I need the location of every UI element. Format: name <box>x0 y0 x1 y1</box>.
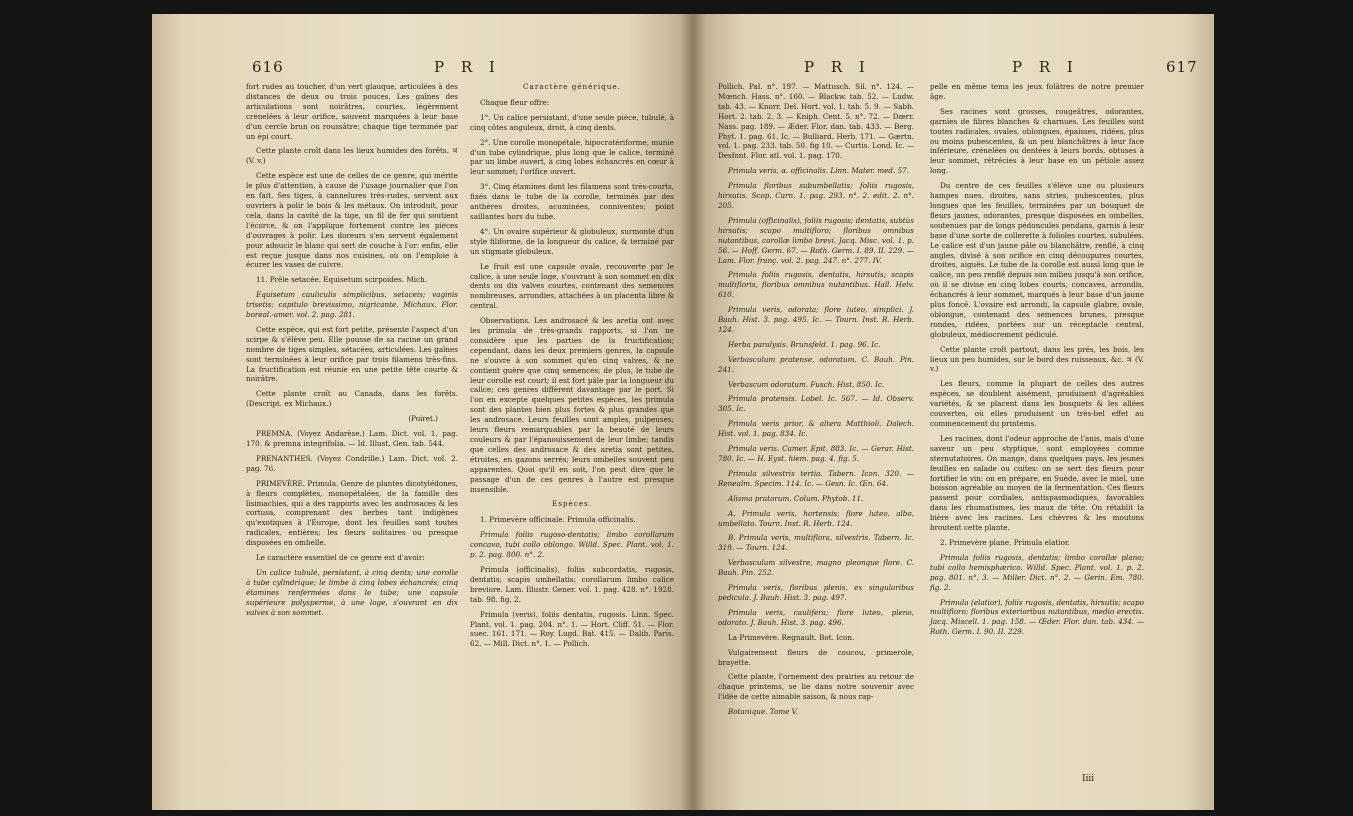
paragraph: Cette plante croît au Canada, dans les forêts. (Descript. ex Michaux.) <box>246 389 458 409</box>
section-heading: Caractère générique. <box>523 82 621 91</box>
paragraph: Primula (veris), foliis dentatis, rugosis. Linn. Spec. Plant. vol. 1. pag. 204. n°. 1. — Hort. Cliff. 51. — Flor. suec. 161. 171. — Roy. Lugd. Bat. 415. — Dalib. Paris. 62. — Mill. Dict. n°. 1. — Pollich. <box>470 609 674 649</box>
paragraph: Vulgairement fleurs de coucou, primerole, brayette. <box>718 647 914 667</box>
footer-volume: Botanique. Tome V. <box>728 707 798 717</box>
citation: Primula veris, floribus plenis, ex singularibus pedicula. J. Bauh. Hist. 3. pag. 497. <box>718 583 914 602</box>
running-head-left: P R I <box>434 58 501 76</box>
paragraph: Chaque fleur offre: <box>480 97 550 107</box>
paragraph: Observations. Les androsacé & les aretia ont avec les primula de très-grands rapports, si l'on ne considère que les parties de la fructification; cependant, dans les deux premiers genres, la capsule ne s'ouvre à son sommet qu'en cinq valves, & ne contient guère que cinq semences; de plus, le tube de leur corolle est court; il est fort pâle par la longueur du calice; ces genres diffèrent davantage par le port. Si l'on en excepte quelques petites espèces, les primula sont des plantes bien plus fortes & plus grandes que les androsace. Leurs feuilles sont amples, pulpeuses; leurs fleurs remarquables par la beauté de leurs couleurs & par l'épanouissement de leur limbe; tandis que celles des androsace & des aretia sont petites, étroites, en gazons serrés; leurs ombelles souvent peu apparentes. Quoi qu'il en soit, l'on peut dire que le passage d'un de ces genres à l'autre est presque insensible. <box>470 316 674 494</box>
paragraph: Cette plante croît dans les lieux humides des forêts. ♃ (V. v.) <box>246 146 458 166</box>
paragraph: Pollich. Pal. n°. 197. — Mattusch. Sil. n°. 124. — Mœnch. Hass. n°. 160. — Blackw. tab. 52. — Ludw. tab. 43. — Knorr. Del. Hort. vol. 1. tab. 5. 9. — Sabb. Hort. 2. tab. 2. 3. — Kniph. Cent. 5. n°. 72. — Dœrr. Nass. pag. 189. — Æder. Flor. dan. tab. 433. — Berg. Phyt. 1. pag. 61. Ic. — Bulliard. Herb. 171. — Gærtn. vol. 1. pag. 233. tab. 50. fig 10. — Curtis. Lond. Ic. — Desfont. Flor. atl. vol. 1. pag. 170. <box>718 82 914 161</box>
entry: PRIMEVÈRE. Primula. Genre de plantes dicotylédones, à fleurs complètes, monopétalées, de la famille des lisimachies, qui a des rapports avec les androsaces & les cortusa, comprenant des herbes tant indigènes qu'exotiques à l'Europe, dont les feuilles sont toutes radicales, entières; les fleurs solitaires ou presque disposées en ombelle. <box>246 478 458 548</box>
column-1 <box>246 82 458 623</box>
paragraph: Primula (officinalis), foliis subcordatis, rugosis, dentatis; scapis umbellatis; corollarum limbo calice breviore. Lam. Illustr. Gener. vol. 1. pag. 428. n°. 1928. tab. 98. fig. 2. <box>470 564 674 604</box>
citation: Primula veris, α. officinalis. Linn. Mater. med. 57. <box>728 166 909 176</box>
paragraph: Cette espèce, qui est fort petite, présente l'aspect d'un scirpe & s'élève peu. Elle pousse de sa racine un grand nombre de tiges simples, sétacées, articulées. Les gaînes sont terminées à leur orifice par trois filamens très-fins. La fructification est réunie en une petite tête courte & noirâtre. <box>246 324 458 384</box>
paragraph: La Primevère. Regnault. Bot. Icon. <box>728 632 855 642</box>
citation: Primula silvestris tertia. Tabern. Icon. 320. — Renealm. Specim. 114. Ic. — Gesn. Ic. Œn. 64. <box>718 468 914 488</box>
paragraph: Le caractère essentiel de ce genre est d'avoir: <box>256 553 425 563</box>
column-3 <box>718 82 914 722</box>
column-4 <box>930 82 1144 642</box>
paragraph: pelle en même tems les jeux folâtres de notre premier âge. <box>930 82 1144 101</box>
running-head-right-2: P R I <box>1012 58 1079 76</box>
citation: Alisma pratorum. Colum. Phytob. 11. <box>728 493 864 503</box>
column-2 <box>470 82 674 654</box>
citation: Primula veris, odorata; flore luteo, simplici. J. Bauh. Hist. 3. pag. 495. Ic. — Tourn. Inst. R. Herb. 124. <box>718 305 914 334</box>
citation: Primula veris. Camer. Epit. 883. Ic. — Gerar. Hist. 780. Ic. — H. Eyst. hiem. pag. 4. fig. 5. <box>718 444 914 463</box>
paragraph: Les racines, dont l'odeur approche de l'anis, mais d'une saveur un peu styptique, sont employées comme sternutatoires. On mange, dans quelques pays, les jeunes feuilles en salade ou cuites: on se sert des fleurs pour fortifier le vin: on en prépare, en Suède, avec le miel, une boisson agréable au moyen de la fermentation. Ces fleurs passent pour cordiales, antispasmodiques, favorables dans les rhumatismes, les maux de tête. On rétablit la bière avec les racines. Les chèvres & les moutons broutent cette plante. <box>930 433 1144 533</box>
citation: Primula pratensis. Lobel. Ic. 567. — Id. Observ. 305. Ic. <box>718 394 914 414</box>
citation: Primula floribus subumbellatis; foliis rugosis, hirsutis. Scop. Carn. 1. pag. 293. n°. 2. edit. 2. n°. 205. <box>718 181 914 210</box>
species-heading: 2. Primevère plane. Primula elatior. <box>940 537 1070 547</box>
variety: A. Primula veris, hortensis; flore luteo, albo, umbellato. Tourn. Inst. R. Herb. 124. <box>718 508 914 528</box>
signature-mark: Iiii <box>1082 774 1095 784</box>
species-heading: 1. Primevère officinale. Primula officinalis. <box>480 515 636 525</box>
paragraph: 1°. Un calice persistant, d'une seule pièce, tubulé, à cinq côtes anguleux, droit, à cinq dents. <box>470 112 674 132</box>
author-signature: (Poiret.) <box>408 414 438 424</box>
paragraph: 3°. Cinq étamines dont les filamens sont très-courts, fixés dans le tube de la corolle, terminés par des anthères droites, acuminées, conniventes; point saillantes hors du tube. <box>470 182 674 221</box>
citation: Primula veris, caulifera; flore luteo, pleno, odorato. J. Bauh. Hist. 3. pag. 496. <box>718 607 914 627</box>
citation: Verbasculum pratense, odoratum. C. Bauh. Pin. 241. <box>718 354 914 374</box>
page-number-right: 617 <box>1166 58 1198 76</box>
essential-character: Un calice tubulé, persistant, à cinq dents; une corolle à tube cylindrique; le limbe à cinq lobes échancrés; cinq étamines renfermées dans le tube; une capsule supérieure polysperme, à une loge, s'ouvrant en dix valves à son sommet. <box>246 567 458 617</box>
paragraph: fort rudes au toucher, d'un vert glauque, articulées à des distances de deux ou trois pouces. Les gaînes des articulations sont noirâtres, courtes, légèrement crénelées à leur orifice, souvent marquées à leur base d'un cercle brun ou roussâtre; chaque tige terminée par un épi court. <box>246 82 458 141</box>
latin-description: Equisetum cauliculis simplicibus, setaceis; vaginis trisetis; capitulo brevissimo, nigricante. Michaux. Flor. boreal.-amer. vol. 2. pag. 281. <box>246 290 458 320</box>
latin-description: Primula foliis rugoso-dentatis; limbo corollarum concavo, tubi collo oblongo. Willd. Spec. Plant. vol. 1. p. 2. pag. 800. n°. 2. <box>470 530 674 560</box>
citation: Primula (officinalis), foliis rugosis; dentatis, subtùs hirsutis; scapo multifloro; floribus omnibus nutantibus, corollæ limbo brevi. Jacq. Misc. vol. 1. p. 56. — Hoff. Germ. 67. — Roth. Germ. I. 89. II. 229. — Lam. Flor. franç. vol. 2. pag. 247. n°. 277. IV. <box>718 215 914 265</box>
latin-description: Primula foliis rugosis, dentatis; limbo corollæ plano; tubi collo hemisphærico. Willd. Spec. Plant. vol. 1. p. 2. pag. 801. n°. 3. — Miller. Dict. n°. 2. — Gerin. Em. 780. fig. 2. <box>930 552 1144 592</box>
paragraph: Du centre de ces feuilles s'élève une ou plusieurs hampes nues, droites, sans stries, pubescentes, plus longues que les feuilles, terminées par un bouquet de fleurs jaunes, odorantes, presque disposées en ombelles, soutenues par de longs pédoncules pendans, garnis à leur base d'une sorte de collerette à folioles courtes, subulées. Le calice est d'un jaune pâle ou blanchâtre, renflé, à cinq angles, divisé à son orifice en cinq découpures courtes, droites, aiguës. Le tube de la corolle est aussi long que le calice, un peu renflé depuis son milieu jusqu'à son orifice, où il se divise en cinq lobes courts, concaves, arrondis, échancrés à leur sommet, marqués à leur base d'un jaune plus foncé. L'ovaire est arrondi, la capsule glabre, ovale, oblongue, contenant des semences brunes, presque rondes, ridées, portées sur un réceptacle central, globuleux, médiocrement pédiculé. <box>930 181 1144 339</box>
paragraph: 2°. Une corolle monopétale, hipocratériforme, munie d'un tube cylindrique, plus long que le calice, terminé par un limbe ouvert, à cinq lobes échancrés en cœur à leur sommet; l'orifice ouvert. <box>470 137 674 177</box>
paragraph: Cette plante croît partout, dans les prés, les bois, les lieux un peu humides, sur le bord des ruisseaux, &c. ♃ (V. v.) <box>930 344 1144 374</box>
paragraph: Ses racines sont grosses, rougeâtres, odorantes, garnies de fibres blanches & charnues. Les feuilles sont toutes radicales, ovales, oblongues, épaisses, ridées, plus ou moins pubescentes, & un peu blanchâtres à leur face inférieure, crénelées ou dentées à leurs bords, obtuses à leur sommet, rétrécies à leur base en un pétiole assez long. <box>930 106 1144 176</box>
citation: Verbascum odoratum. Fusch. Hist. 850. Ic. <box>728 379 885 389</box>
paragraph: 4°. Un ovaire supérieur & globuleux, surmonté d'un style filiforme, de la longueur du calice, & terminé par un stigmate globuleux. <box>470 226 674 256</box>
paragraph: Les fleurs, comme la plupart de celles des autres espèces, se doublent aisément, produisent d'agréables variétés, & se placent dans les bosquets & les allées couvertes, où elles produisent un très-bel effet au commencement du printems. <box>930 379 1144 428</box>
variety: B. Primula veris, multiflora, silvestris. Tabern. Ic. 319. — Tourn. 124. <box>718 533 914 553</box>
citation: Primula foliis rugosis, dentatis, hirsutis; scapis multifloris, floribus omnibus nutantibus. Hall. Helv. 610. <box>718 270 914 300</box>
running-head-right-1: P R I <box>804 58 871 76</box>
paragraph: Le fruit est une capsule ovale, recouverte par le calice, à une seule loge, s'ouvrant à son sommet en dix dents ou dix valves courtes, contenant des semences nombreuses, arrondies, attachées à un placenta libre & central. <box>470 261 674 311</box>
open-book <box>152 14 1214 810</box>
section-heading: Espèces. <box>551 499 593 509</box>
species-heading: 11. Prêle setacée. Equisetum scirpoides. Mich. <box>256 275 428 285</box>
book-gutter <box>680 14 706 810</box>
page-number-left: 616 <box>252 58 284 76</box>
latin-description: Primula (elatior), foliis rugosis, dentatis, hirsutis; scapo multifloro; floribus exterioribus nutantibus, medio erectis. Jacq. Miscell. 1. pag. 158. — Œder. Flor. dan. tab. 434. — Roth. Germ. I. 90. II. 229. <box>930 597 1144 637</box>
entry: PRENANTHES. (Voyez Condrille.) Lam. Dict. vol. 2. pag. 76. <box>246 453 458 473</box>
citation: Primula veris prior, & altera Matthioli. Dalech. Hist. vol. 1. pag. 834. Ic. <box>718 419 914 439</box>
paragraph: Cette espèce est une de celles de ce genre, qui mérite le plus d'attention, à cause de l'usage journalier que l'on en fait. Ses tiges, à cannelures très-rudes, servent aux ouvriers à polir le bois & les métaux. On introduit, pour cela, dans la cavité de la tige, un fil de fer qui soutient l'écorce, & on l'applique fortement contre les pièces d'ouvrages à polir. Les doreurs s'en servent également pour adoucir le blanc qui sert de couche à l'or: enfin, elle est reçue jusque dans nos cuisines, où on l'emploie à écurer les vases de cuivre. <box>246 171 458 270</box>
right-page <box>692 14 1214 810</box>
entry: PREMNA. (Voyez Andarèse.) Lam. Dict. vol. 1. pag. 170. & premna integrifolia. — Id. Illust. Gen. tab. 544. <box>246 429 458 448</box>
left-page <box>152 14 692 810</box>
paragraph: Cette plante, l'ornement des prairies au retour de chaque printems, se lie dans notre souvenir avec l'idée de cette aimable saison, & nous rap- <box>718 672 914 702</box>
citation: Verbasculum silvestre, magno pleonque flore. C. Bauh. Pin. 252. <box>718 558 914 578</box>
citation: Herba paralysis. Brunsfeld. 1. pag. 96. Ic. <box>728 339 881 349</box>
